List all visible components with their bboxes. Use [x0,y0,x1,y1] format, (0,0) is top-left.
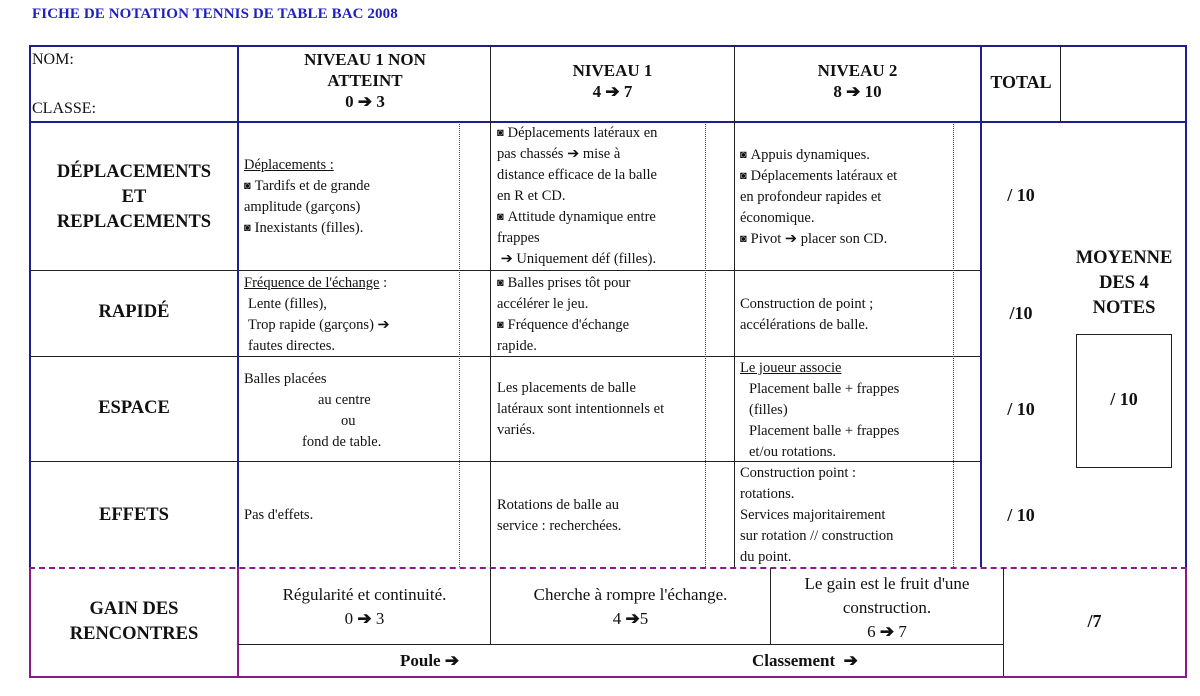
square-bullet-icon: ◙ [740,233,747,245]
arrow-right-icon: ➔ [784,231,798,247]
gain-niveau1: Cherche à rompre l'échange. 4 ➔5 [533,585,728,628]
arrow-right-icon: ➔ [357,92,373,111]
deplacements-niveau1-non-atteint: Déplacements : ◙ Tardifs et de grande amplitude (garçons) ◙ Inexistants (filles). [244,157,370,236]
effets-niveau1: Rotations de balle au service : recherchées. [497,497,622,534]
classement-label: Classement ➔ [752,651,858,670]
moyenne-score-box[interactable] [1076,334,1172,468]
square-bullet-icon: ◙ [497,211,504,223]
rapide-niveau1-non-atteint: Fréquence de l'échange : Lente (filles), Trop rapide (garçons) ➔ fautes directes. [244,275,390,354]
arrow-right-icon: ➔ [357,609,372,628]
rapide-niveau1: ◙ Balles prises tôt pour accélérer le jeu. ◙ Fréquence d'échange rapide. [497,275,631,354]
arrow-right-icon: ➔ [879,622,895,641]
classe-label: CLASSE: [32,100,97,117]
moyenne-score-value: / 10 [1110,389,1138,409]
square-bullet-icon: ◙ [740,170,747,182]
square-bullet-icon: ◙ [497,277,504,289]
arrow-right-icon: ➔ [500,251,513,267]
square-bullet-icon: ◙ [244,180,251,192]
arrow-right-icon: ➔ [567,146,580,162]
espace-niveau1: Les placements de balle latéraux sont intentionnels et variés. [497,380,665,438]
effets-niveau1-non-atteint: Pas d'effets. [244,507,314,523]
niveau-1-header: NIVEAU 1 4 ➔ 7 [572,61,653,101]
moyenne-label: MOYENNE DES 4 NOTES [1075,248,1173,318]
arrow-right-icon: ➔ [377,317,390,333]
square-bullet-icon: ◙ [740,149,747,161]
gain-niveau2: Le gain est le fruit d'une construction. 6 ➔ 7 [804,574,970,641]
rapide-niveau2: Construction de point ; accélérations de balle. [740,296,874,333]
gain-des-rencontres-label: GAIN DES RENCONTRES [69,599,199,644]
poule-label: Poule ➔ [400,651,460,670]
page-title: FICHE DE NOTATION TENNIS DE TABLE BAC 2008 [32,6,398,22]
row-label-deplacements: DÉPLACEMENTS ET REPLACEMENTS [56,162,212,232]
deplacements-score-field[interactable]: / 10 [1007,185,1035,205]
niveau-1-non-atteint-header: NIVEAU 1 NON ATTEINT 0 ➔ 3 [304,50,426,111]
deplacements-niveau1: ◙ Déplacements latéraux en pas chassés ➔ mise à distance efficace de la balle en R et CD. ◙ Attitude dynamique entre frappes ➔ Uniquement déf (filles). [497,125,658,267]
espace-score-field[interactable]: / 10 [1007,399,1035,419]
espace-niveau2: Le joueur associe Placement balle + frappes (filles) Placement balle + frappes et/ou rotations. [740,360,900,460]
arrow-right-icon: ➔ [444,651,460,670]
rapide-score-field[interactable]: /10 [1009,303,1033,323]
espace-niveau1-non-atteint: Balles placées au centre ou fond de table. [244,371,382,450]
effets-score-field[interactable]: / 10 [1007,505,1035,525]
arrow-right-icon: ➔ [843,651,858,670]
arrow-right-icon: ➔ [625,609,640,628]
arrow-right-icon: ➔ [846,82,861,101]
row-label-rapide: RAPIDÉ [98,302,170,322]
nom-label: NOM: [32,51,74,68]
total-header: TOTAL [990,72,1052,92]
gain-niveau1-non-atteint: Régularité et continuité. 0 ➔ 3 [282,585,447,628]
niveau-2-header: NIVEAU 2 8 ➔ 10 [817,61,898,101]
square-bullet-icon: ◙ [497,127,504,139]
arrow-right-icon: ➔ [605,82,620,101]
gain-score-field[interactable]: /7 [1087,611,1102,631]
square-bullet-icon: ◙ [244,222,251,234]
deplacements-niveau2: ◙ Appuis dynamiques. ◙ Déplacements latéraux et en profondeur rapides et économique. ◙ Pivot ➔ placer son CD. [740,147,898,247]
row-label-effets: EFFETS [99,505,169,525]
row-label-espace: ESPACE [98,398,170,418]
square-bullet-icon: ◙ [497,319,504,331]
effets-niveau2: Construction point : rotations. Services majoritairement sur rotation // construction du point. [740,465,894,565]
